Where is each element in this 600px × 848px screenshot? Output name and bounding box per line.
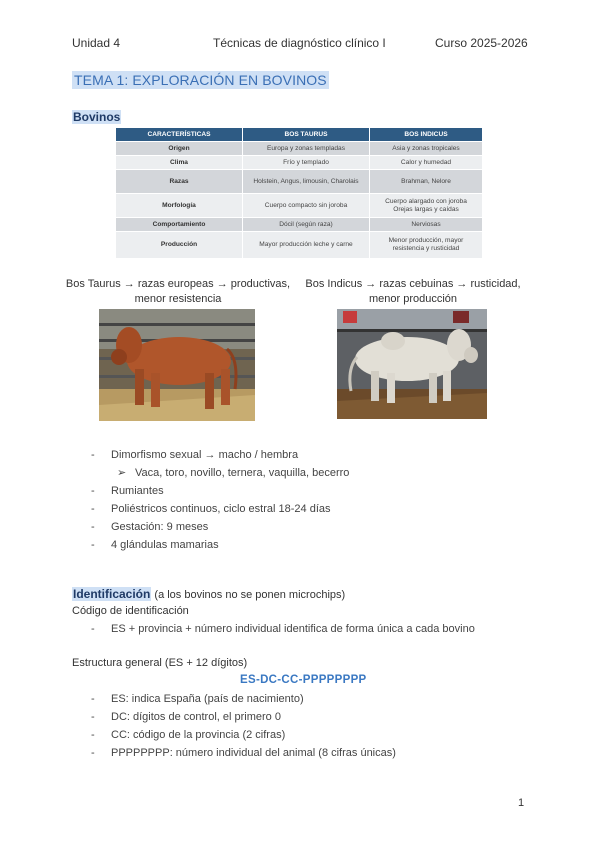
identification-code-subheading: Código de identificación <box>72 605 189 617</box>
comparison-table <box>116 128 483 258</box>
table-header-bos-taurus: BOS TAURUS <box>243 128 370 142</box>
list-item-text: ES + provincia + número individual identifica de forma única a cada bovino <box>111 623 475 635</box>
list-item-text: 4 glándulas mamarias <box>111 539 219 551</box>
table-cell: Cuerpo compacto sin joroba <box>243 194 370 218</box>
header-subject: Técnicas de diagnóstico clínico I <box>213 36 386 50</box>
table-cell: Cuerpo alargado con joroba Orejas largas y caídas <box>370 194 483 218</box>
list-item-text: DC: dígitos de control, el primero 0 <box>111 711 281 723</box>
table-cell: Dócil (según raza) <box>243 218 370 232</box>
list-item: - 4 glándulas mamarias <box>91 539 219 551</box>
table-cell: Clima <box>116 156 243 170</box>
list-item: - ES + provincia + número individual identifica de forma única a cada bovino <box>91 623 475 635</box>
list-item-text: CC: código de la provincia (2 cifras) <box>111 729 286 741</box>
page-title: TEMA 1: EXPLORACIÓN EN BOVINOS <box>74 72 327 88</box>
table-row <box>116 194 483 218</box>
table-row <box>116 156 483 170</box>
page-number: 1 <box>518 797 525 809</box>
list-item: - PPPPPPPP: número individual del animal (8 cifras únicas) <box>91 747 396 759</box>
list-item: - Dimorfismo sexual → macho / hembra <box>91 449 299 461</box>
table-cell: Origen <box>116 142 243 156</box>
table-cell: Brahman, Nelore <box>370 170 483 194</box>
code-format: ES-DC-CC-PPPPPPPP <box>240 674 367 686</box>
list-item: - CC: código de la provincia (2 cifras) <box>91 729 286 741</box>
section-bovinos-heading: Bovinos <box>73 110 121 124</box>
table-cell: Morfología <box>116 194 243 218</box>
table-cell: Razas <box>116 170 243 194</box>
list-item-text: Dimorfismo sexual → macho / hembra <box>111 449 299 461</box>
code-parts-list <box>91 690 511 762</box>
list-item-text: Poliéstricos continuos, ciclo estral 18-24 días <box>111 503 331 515</box>
table-header-bos-indicus: BOS INDICUS <box>370 128 483 142</box>
list-item: - Rumiantes <box>91 485 164 497</box>
list-item: - ES: indica España (país de nacimiento) <box>91 693 304 705</box>
characteristics-list <box>91 446 511 554</box>
list-item: ➢ Vaca, toro, novillo, ternera, vaquilla, becerro <box>117 467 350 479</box>
list-item: - Gestación: 9 meses <box>91 521 209 533</box>
table-cell: Producción <box>116 232 243 258</box>
table-cell: Menor producción, mayor resistencia y rusticidad <box>370 232 483 258</box>
table-row <box>116 232 483 258</box>
header-unit: Unidad 4 <box>72 36 121 50</box>
section-identificacion-heading: Identificación <box>73 587 151 601</box>
identification-line <box>72 587 345 601</box>
bos-taurus-photo <box>99 309 255 421</box>
list-item: - Poliéstricos continuos, ciclo estral 18-24 días <box>91 503 331 515</box>
table-cell: Nerviosas <box>370 218 483 232</box>
table-cell: Frío y templado <box>243 156 370 170</box>
header-course: Curso 2025-2026 <box>435 36 528 50</box>
caption-bos-indicus: Bos Indicus → razas cebuinas → rusticidad, menor producción <box>305 278 521 305</box>
table-cell: Europa y zonas templadas <box>243 142 370 156</box>
table-cell: Asia y zonas tropicales <box>370 142 483 156</box>
list-item-text: PPPPPPPP: número individual del animal (8 cifras únicas) <box>111 747 396 759</box>
table-cell: Calor y humedad <box>370 156 483 170</box>
table-header-characteristics: CARACTERÍSTICAS <box>116 128 243 142</box>
identification-note: (a los bovinos no se ponen microchips) <box>151 589 346 601</box>
caption-bos-taurus: Bos Taurus → razas europeas → productivas, menor resistencia <box>65 278 291 305</box>
list-item: - DC: dígitos de control, el primero 0 <box>91 711 281 723</box>
table-row <box>116 170 483 194</box>
structure-heading: Estructura general (ES + 12 dígitos) <box>72 657 248 669</box>
list-item-text: Vaca, toro, novillo, ternera, vaquilla, becerro <box>135 467 350 479</box>
table-row <box>116 218 483 232</box>
table-cell: Holstein, Angus, limousin, Charolais <box>243 170 370 194</box>
list-item-text: Gestación: 9 meses <box>111 521 209 533</box>
list-item-text: Rumiantes <box>111 485 164 497</box>
table-cell: Comportamiento <box>116 218 243 232</box>
list-item-text: ES: indica España (país de nacimiento) <box>111 693 304 705</box>
bos-indicus-photo <box>337 309 487 419</box>
table-cell: Mayor producción leche y carne <box>243 232 370 258</box>
table-row <box>116 142 483 156</box>
